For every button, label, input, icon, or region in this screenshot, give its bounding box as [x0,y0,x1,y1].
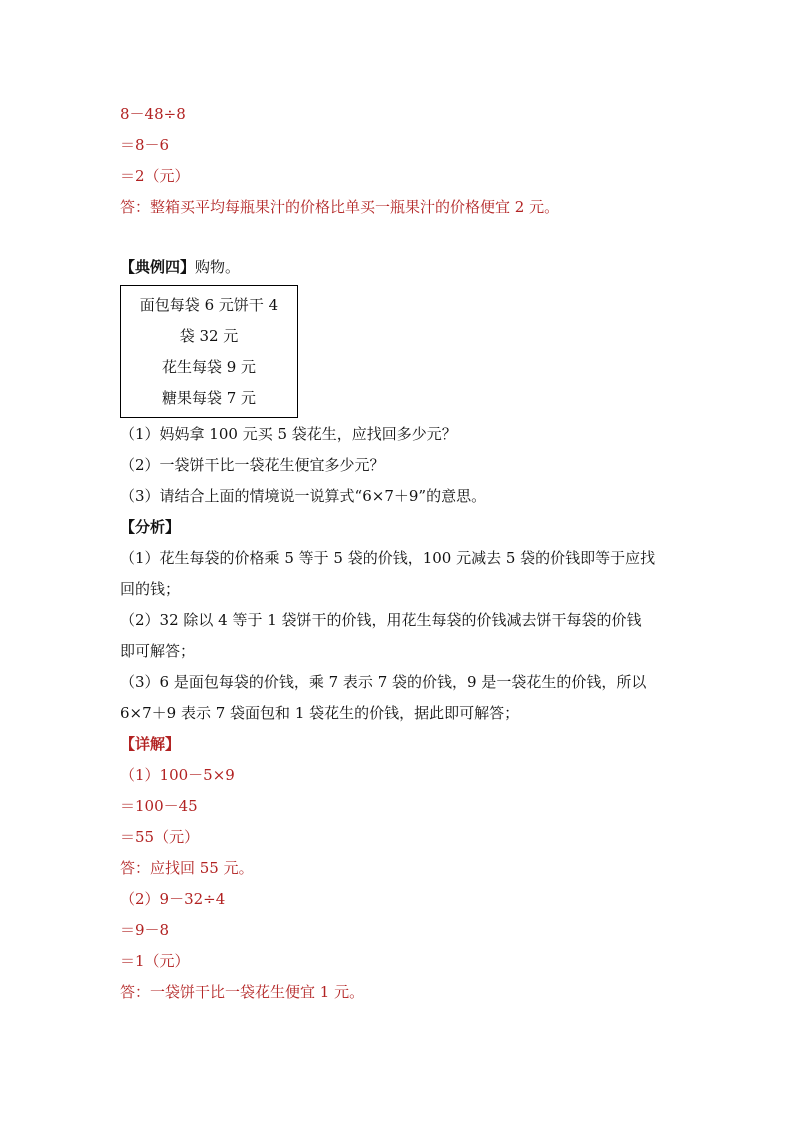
price-line: 糖果每袋 7 元 [161,389,257,407]
analysis-line: （3）6 是面包每袋的价钱，乘 7 表示 7 袋的价钱，9 是一袋花生的价钱，所以 [120,673,647,691]
solution-calc-line: （1）100－5×9 [120,766,235,784]
solution-calc-line: ＝1（元） [120,952,190,970]
prev-calc-line: ＝2（元） [120,167,190,185]
question-2: （2）一袋饼干比一袋花生便宜多少元？ [120,456,385,474]
question-1: （1）妈妈拿 100 元买 5 袋花生，应找回多少元？ [120,425,457,443]
analysis-line: （2）32 除以 4 等于 1 袋饼干的价钱，用花生每袋的价钱减去饼干每袋的价钱 [120,611,642,629]
solution-calc-line: （2）9－32÷4 [120,890,226,908]
spacer [120,223,680,252]
solution-heading: 【详解】 [120,735,181,753]
example-heading [120,252,680,283]
solution-calc-line: ＝55（元） [120,828,200,846]
analysis-heading: 【分析】 [120,518,181,536]
solution-answer-1: 答：应找回 55 元。 [120,859,254,877]
example-heading-label: 【典例四】 [120,258,196,276]
analysis-line: 即可解答； [120,642,196,660]
solution-answer-2: 答：一袋饼干比一袋花生便宜 1 元。 [120,983,365,1001]
prev-calc-line: ＝8－6 [120,136,170,154]
price-line: 袋 32 元 [179,327,239,345]
prev-calc-line: 8－48÷8 [120,105,186,123]
document-page [120,99,680,1008]
price-box [120,285,298,418]
analysis-line: 回的钱； [120,580,181,598]
example-heading-text: 购物。 [195,258,241,276]
price-line: 花生每袋 9 元 [161,358,257,376]
analysis-line: 6×7＋9 表示 7 袋面包和 1 袋花生的价钱，据此即可解答； [120,704,520,722]
prev-answer: 答：整箱买平均每瓶果汁的价格比单买一瓶果汁的价格便宜 2 元。 [120,198,560,216]
question-3: （3）请结合上面的情境说一说算式“6×7＋9”的意思。 [120,487,487,505]
analysis-line: （1）花生每袋的价格乘 5 等于 5 袋的价钱，100 元减去 5 袋的价钱即等于应找 [120,549,656,567]
solution-calc-line: ＝100－45 [120,797,198,815]
price-line: 面包每袋 6 元饼干 4 [139,296,279,314]
solution-calc-line: ＝9－8 [120,921,170,939]
